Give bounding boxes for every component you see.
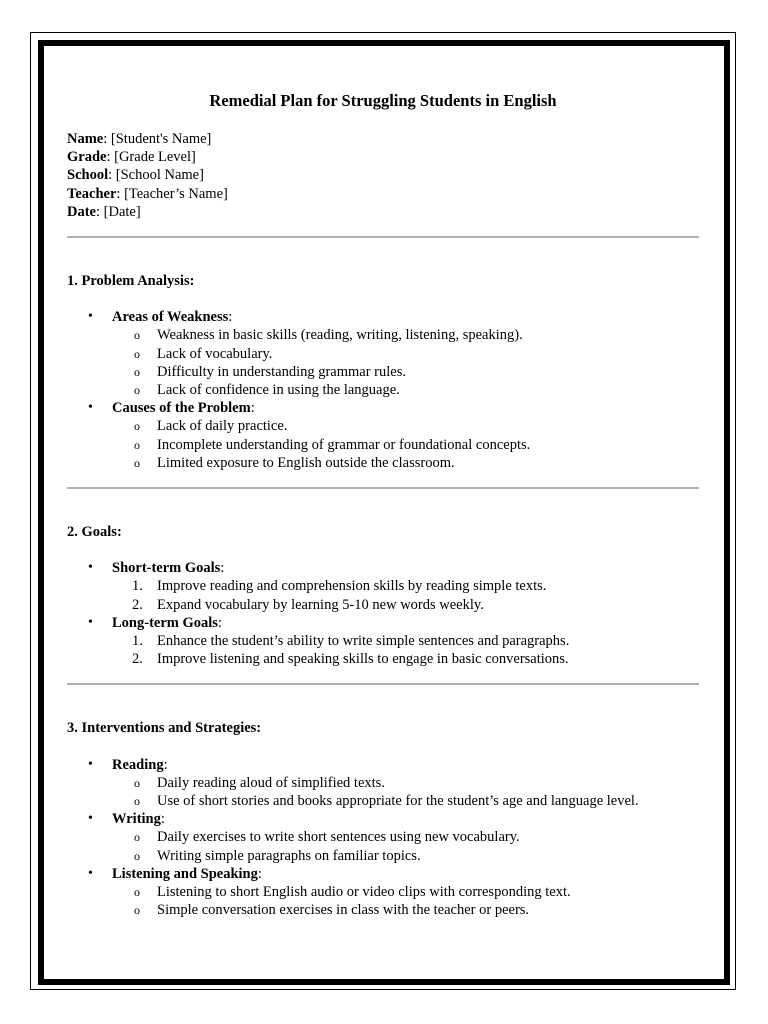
sub-list-text: Lack of vocabulary. xyxy=(157,345,273,362)
info-value: [Date] xyxy=(103,203,141,220)
bullet-dot-icon: • xyxy=(88,614,93,630)
list-number-marker: 1. xyxy=(132,578,143,595)
circle-bullet-icon: o xyxy=(134,848,140,863)
info-key: Date xyxy=(67,203,96,220)
bullet-item xyxy=(67,865,699,920)
title-colon: : xyxy=(217,614,222,631)
sub-list-text: Enhance the student’s ability to write simple sentences and paragraphs. xyxy=(157,633,570,650)
bullet-item xyxy=(67,559,699,614)
sub-list xyxy=(112,774,699,810)
sub-list-item xyxy=(112,883,699,901)
section-bullet-list xyxy=(67,559,699,668)
circle-bullet-icon: o xyxy=(134,830,140,845)
sub-list xyxy=(112,326,699,399)
circle-bullet-icon: o xyxy=(134,455,140,470)
bullet-item xyxy=(67,399,699,472)
student-info-block xyxy=(67,130,699,221)
circle-bullet-icon: o xyxy=(134,383,140,398)
title-colon: : xyxy=(257,865,262,882)
bullet-dot-icon: • xyxy=(88,756,93,772)
bullet-item xyxy=(67,308,699,399)
title-colon: : xyxy=(160,811,165,828)
bullet-dot-icon: • xyxy=(88,865,93,881)
list-number-marker: 2. xyxy=(132,651,143,668)
sub-list-item xyxy=(112,454,699,472)
section-divider xyxy=(67,236,699,238)
bullet-item-title: Areas of Weakness xyxy=(112,309,229,326)
section-divider xyxy=(67,683,699,685)
sub-list xyxy=(112,632,699,668)
bullet-dot-icon: • xyxy=(88,400,93,416)
sub-list-text: Expand vocabulary by learning 5-10 new words weekly. xyxy=(157,596,484,613)
title-colon: : xyxy=(220,560,225,577)
sub-list-item xyxy=(112,345,699,363)
bullet-dot-icon: • xyxy=(88,309,93,325)
bullet-dot-icon: • xyxy=(88,811,93,827)
title-colon: : xyxy=(250,400,255,417)
circle-bullet-icon: o xyxy=(134,794,140,809)
section-bullet-list xyxy=(67,308,699,472)
info-key: Name xyxy=(67,131,104,147)
info-value: [Teacher’s Name] xyxy=(124,185,228,202)
sub-list-text: Listening to short English audio or video clips with corresponding text. xyxy=(157,884,571,901)
info-key: Grade xyxy=(67,149,107,166)
info-row-grade: Grade: [Grade Level] xyxy=(67,149,196,166)
bullet-item-title: Listening and Speaking xyxy=(112,865,258,882)
bullet-item-title: Reading xyxy=(112,756,164,773)
info-value: [Grade Level] xyxy=(114,149,196,166)
sub-list xyxy=(112,883,699,919)
bullet-item xyxy=(67,810,699,865)
sub-list-text: Lack of daily practice. xyxy=(157,418,288,435)
sub-list-text: Difficulty in understanding grammar rules. xyxy=(157,363,406,380)
sub-list-item xyxy=(112,381,699,399)
document-title: Remedial Plan for Struggling Students in English xyxy=(209,91,557,110)
sub-list-item xyxy=(112,417,699,435)
sub-list-item xyxy=(112,363,699,381)
sub-list-text: Incomplete understanding of grammar or foundational concepts. xyxy=(157,436,531,453)
sub-list-item xyxy=(112,774,699,792)
sub-list-text: Lack of confidence in using the language. xyxy=(157,382,400,399)
sub-list-item xyxy=(112,901,699,919)
info-row-date: Date: [Date] xyxy=(67,203,141,220)
info-row-school: School: [School Name] xyxy=(67,167,204,184)
section-divider xyxy=(67,487,699,489)
sub-list-text: Daily exercises to write short sentences using new vocabulary. xyxy=(157,829,520,846)
title-colon: : xyxy=(163,756,168,773)
sections-container xyxy=(67,236,699,919)
info-value: [School Name] xyxy=(115,167,204,184)
list-number-marker: 1. xyxy=(132,633,143,650)
sub-list xyxy=(112,577,699,613)
bullet-item-title: Causes of the Problem xyxy=(112,400,251,417)
circle-bullet-icon: o xyxy=(134,419,140,434)
sub-list-text: Limited exposure to English outside the classroom. xyxy=(157,454,455,471)
sub-list-item xyxy=(112,847,699,865)
section-heading: 1. Problem Analysis: xyxy=(67,273,195,290)
sub-list-item xyxy=(112,828,699,846)
bullet-item-title: Short-term Goals xyxy=(112,560,221,577)
sub-list xyxy=(112,417,699,472)
sub-list-item xyxy=(112,650,699,668)
circle-bullet-icon: o xyxy=(134,437,140,452)
list-number-marker: 2. xyxy=(132,596,143,613)
bullet-item xyxy=(67,756,699,811)
sub-list-item xyxy=(112,326,699,344)
sub-list-text: Simple conversation exercises in class with the teacher or peers. xyxy=(157,902,530,919)
sub-list-item xyxy=(112,596,699,614)
sub-list-item xyxy=(112,632,699,650)
circle-bullet-icon: o xyxy=(134,903,140,918)
circle-bullet-icon: o xyxy=(134,885,140,900)
sub-list-item xyxy=(112,792,699,810)
bullet-item-title: Writing xyxy=(112,811,161,828)
section-heading: 3. Interventions and Strategies: xyxy=(67,720,262,737)
sub-list-item xyxy=(112,577,699,595)
sub-list-text: Weakness in basic skills (reading, writing, listening, speaking). xyxy=(157,327,523,344)
sub-list-text: Writing simple paragraphs on familiar topics. xyxy=(157,847,421,864)
bullet-dot-icon: • xyxy=(88,560,93,576)
sub-list-text: Use of short stories and books appropriate for the student’s age and language level. xyxy=(157,793,639,810)
sub-list-text: Improve reading and comprehension skills by reading simple texts. xyxy=(157,578,547,595)
sub-list-item xyxy=(112,436,699,454)
info-row-name: Name: [Student's Name] xyxy=(67,131,212,147)
info-value: [Student's Name] xyxy=(110,131,212,147)
section-heading: 2. Goals: xyxy=(67,524,122,541)
bullet-item xyxy=(67,614,699,669)
circle-bullet-icon: o xyxy=(134,364,140,379)
sub-list xyxy=(112,828,699,864)
section-bullet-list xyxy=(67,756,699,920)
bullet-item-title: Long-term Goals xyxy=(112,614,218,631)
info-key: School xyxy=(67,167,109,184)
document-body xyxy=(67,90,699,920)
circle-bullet-icon: o xyxy=(134,346,140,361)
info-key: Teacher xyxy=(67,185,117,202)
sub-list-text: Improve listening and speaking skills to engage in basic conversations. xyxy=(157,651,569,668)
circle-bullet-icon: o xyxy=(134,328,140,343)
sub-list-text: Daily reading aloud of simplified texts. xyxy=(157,774,385,791)
title-colon: : xyxy=(228,309,233,326)
circle-bullet-icon: o xyxy=(134,775,140,790)
info-row-teacher: Teacher: [Teacher’s Name] xyxy=(67,185,228,202)
